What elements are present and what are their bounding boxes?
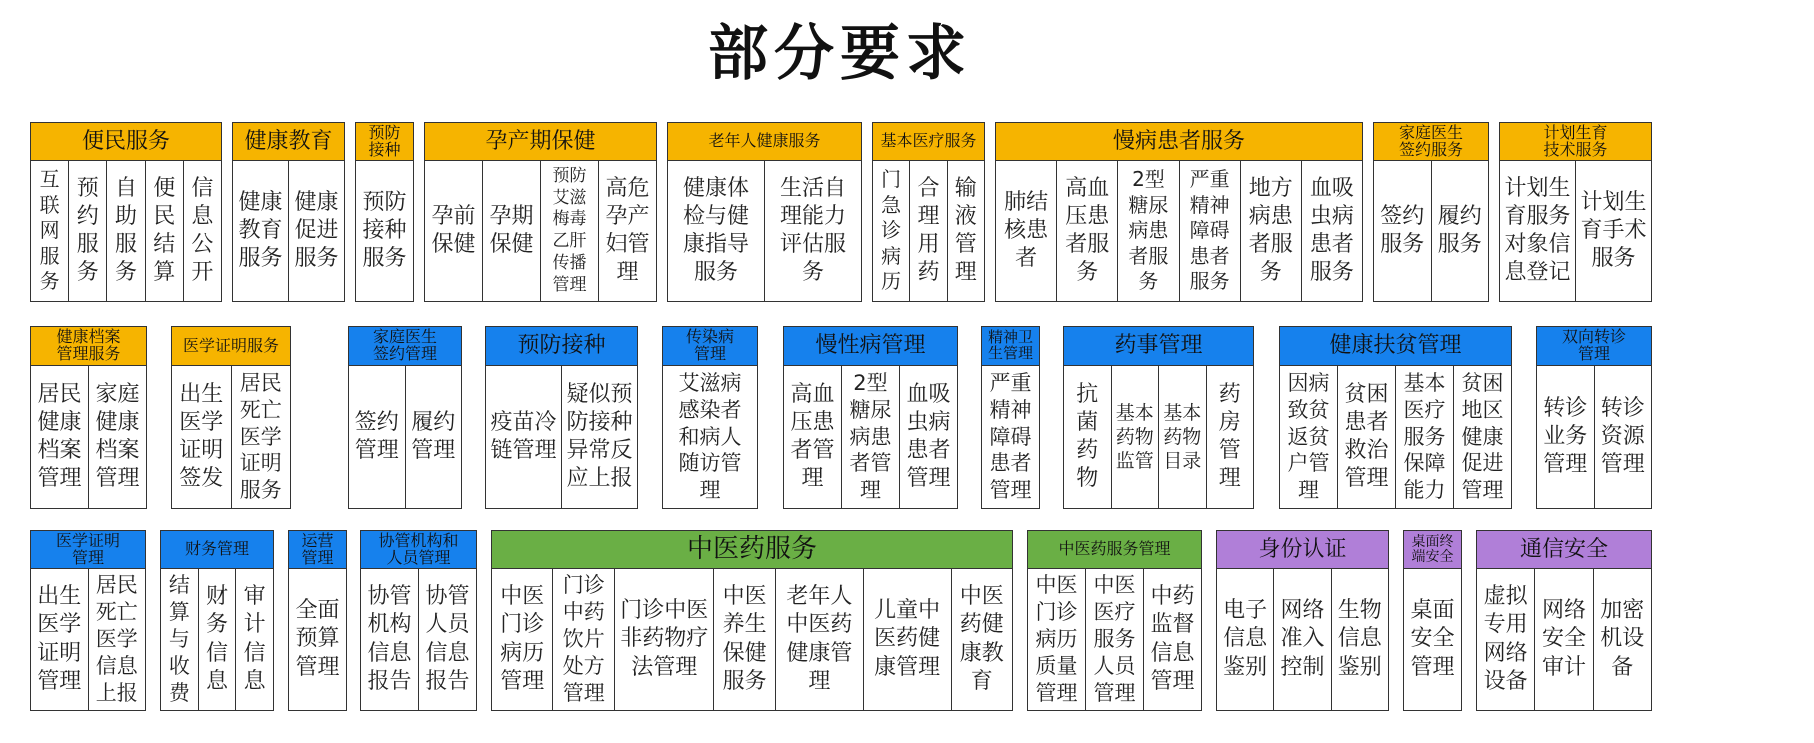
service-item [1057, 161, 1118, 301]
group-items [356, 161, 413, 301]
service-group [360, 530, 477, 711]
service-item [406, 366, 462, 508]
service-item-label: 居民健康档案管理 [37, 381, 82, 492]
group-items [31, 366, 146, 508]
service-item [1280, 366, 1338, 508]
service-item [663, 366, 757, 508]
group-items [1028, 569, 1201, 710]
service-item [1332, 569, 1388, 710]
group-items [425, 161, 656, 301]
service-item-label: 孕期保健 [489, 203, 534, 257]
service-item-label: 出生医学证明签发 [179, 381, 224, 492]
service-group [662, 326, 758, 509]
group-items [492, 569, 1012, 710]
group-header: 预防 接种 [356, 123, 413, 161]
service-item [486, 366, 562, 508]
service-item-label: 协管人员信息报告 [425, 584, 470, 694]
service-group [995, 122, 1363, 302]
group-header: 老年人健康服务 [668, 123, 861, 161]
service-item [1454, 366, 1511, 508]
service-item-label: 2型糖尿病患者管理 [849, 370, 892, 503]
service-group [232, 122, 345, 302]
service-item-label: 网络准入控制 [1280, 598, 1325, 680]
group-items [1217, 569, 1388, 710]
group-header: 慢性病管理 [784, 327, 957, 366]
service-item [668, 161, 765, 301]
service-group [288, 530, 347, 711]
group-items [486, 366, 637, 508]
service-item-label: 中医药健康教育 [959, 584, 1004, 694]
service-item-label: 门诊中药饮片处方管理 [562, 573, 605, 705]
service-item [1302, 161, 1362, 301]
service-item-label: 孕前保健 [431, 203, 476, 257]
group-items [1404, 569, 1461, 710]
service-group [1216, 530, 1389, 711]
service-group [30, 122, 222, 302]
service-item-label: 计划生育手术服务 [1580, 189, 1647, 272]
service-item-label: 高血压患者管理 [790, 381, 835, 492]
service-item [1595, 366, 1652, 508]
service-item-label: 严重精神障碍患者服务 [1189, 167, 1230, 294]
service-item [996, 161, 1057, 301]
service-item-label: 健康教育服务 [238, 189, 283, 272]
service-item [289, 161, 344, 301]
group-items [668, 161, 861, 301]
service-item-label: 自助服务 [114, 175, 137, 286]
service-item [615, 569, 714, 710]
service-item-label: 桌面安全管理 [1410, 598, 1455, 680]
service-item [1432, 161, 1489, 301]
service-item-label: 基本药物目录 [1163, 401, 1202, 473]
service-group [1063, 326, 1254, 509]
service-item [1404, 569, 1461, 710]
group-items [172, 366, 290, 508]
service-item-label: 疫苗冷链管理 [490, 409, 557, 463]
group-items [1280, 366, 1511, 508]
group-header: 中医药服务 [492, 531, 1012, 569]
group-items [1477, 569, 1651, 710]
service-item [765, 161, 861, 301]
service-group [424, 122, 657, 302]
service-item [356, 161, 413, 301]
service-item [483, 161, 541, 301]
group-header: 协管机构和 人员管理 [361, 531, 476, 569]
group-header: 身份认证 [1217, 531, 1388, 569]
group-items [289, 569, 346, 710]
group-header: 健康档案 管理服务 [31, 327, 146, 366]
service-item-label: 门诊中医非药物疗法管理 [620, 598, 709, 680]
service-item-label: 居民死亡医学证明服务 [239, 370, 282, 503]
service-item [599, 161, 656, 301]
service-item [236, 569, 273, 710]
service-group [171, 326, 291, 509]
service-item-label: 履约服务 [1437, 203, 1482, 257]
service-item-label: 地方病患者服务 [1248, 175, 1293, 286]
service-item-label: 贫困患者救治管理 [1344, 381, 1389, 492]
service-item [361, 569, 419, 710]
service-item [553, 569, 614, 710]
service-item-label: 家庭健康档案管理 [95, 381, 140, 492]
service-item-label: 高血压患者服务 [1065, 175, 1110, 286]
service-item-label: 合理用药 [917, 175, 940, 286]
service-item-label: 血吸虫病患者管理 [906, 381, 951, 492]
group-items [1374, 161, 1488, 301]
service-item [349, 366, 406, 508]
service-item [1180, 161, 1241, 301]
service-item [289, 569, 346, 710]
service-item [948, 161, 984, 301]
service-item [1064, 366, 1112, 508]
service-item [562, 366, 637, 508]
service-group [348, 326, 462, 509]
service-item [107, 161, 145, 301]
service-item [910, 161, 947, 301]
service-item-label: 财务信息 [205, 584, 228, 694]
group-items [161, 569, 273, 710]
service-group [872, 122, 985, 302]
group-header: 家庭医生 签约服务 [1374, 123, 1488, 161]
service-item-label: 健康促进服务 [294, 189, 339, 272]
service-group [485, 326, 638, 509]
service-item [1241, 161, 1302, 301]
service-item [714, 569, 775, 710]
service-item-label: 预防接种服务 [362, 189, 407, 272]
service-item [233, 161, 289, 301]
service-item [492, 569, 553, 710]
service-item [1535, 569, 1593, 710]
service-item [1594, 569, 1651, 710]
service-item-label: 签约管理 [354, 409, 399, 463]
service-item-label: 儿童中医药健康管理 [874, 598, 941, 680]
service-item [69, 161, 107, 301]
service-item [425, 161, 483, 301]
service-item [1338, 366, 1396, 508]
service-item [784, 366, 842, 508]
group-header: 药事管理 [1064, 327, 1253, 366]
service-item [1086, 569, 1144, 710]
service-item-label: 中医门诊病历管理 [500, 584, 545, 694]
service-group [667, 122, 862, 302]
service-group [1536, 326, 1652, 509]
service-item-label: 转诊资源管理 [1600, 395, 1645, 478]
service-item [1274, 569, 1331, 710]
group-header: 健康教育 [233, 123, 344, 161]
service-item [1144, 569, 1201, 710]
service-group [30, 530, 146, 711]
service-item-label: 计划生育服务对象信息登记 [1504, 175, 1571, 286]
service-item-label: 高危孕产妇管理 [605, 175, 650, 286]
service-item [1396, 366, 1454, 508]
service-item-label: 中医门诊病历质量管理 [1035, 573, 1078, 705]
service-item [864, 569, 952, 710]
service-item-label: 血吸虫病患者服务 [1309, 175, 1354, 286]
group-items [31, 161, 221, 301]
service-group [1027, 530, 1202, 711]
service-item [842, 366, 900, 508]
service-item-label: 健康体检与健康指导服务 [682, 175, 749, 286]
group-items [1537, 366, 1651, 508]
group-header: 传染病 管理 [663, 327, 757, 366]
service-item [1576, 161, 1651, 301]
service-item [900, 366, 957, 508]
service-item [31, 161, 69, 301]
service-item-label: 肺结核患者 [1004, 189, 1049, 272]
group-items [982, 366, 1039, 508]
service-item [776, 569, 864, 710]
group-header: 医学证明服务 [172, 327, 290, 366]
group-header: 医学证明 管理 [31, 531, 145, 569]
group-items [784, 366, 957, 508]
service-item-label: 艾滋病感染者和病人随访管理 [678, 370, 742, 503]
service-item-label: 疑似预防接种异常反应上报 [566, 381, 633, 492]
service-item-label: 互联网服务 [39, 167, 60, 294]
service-item-label: 审计信息 [243, 584, 266, 694]
group-header: 计划生育 技术服务 [1500, 123, 1651, 161]
service-item-label: 门急诊病历 [881, 167, 902, 294]
group-header: 运营 管理 [289, 531, 346, 569]
service-group [160, 530, 274, 711]
service-group [491, 530, 1013, 711]
service-item-label: 中药监督信息管理 [1150, 584, 1195, 694]
service-item-label: 生物信息鉴别 [1337, 598, 1382, 680]
service-item-label: 基本药物监管 [1115, 401, 1154, 473]
service-item [1159, 366, 1207, 508]
service-item-label: 协管机构信息报告 [367, 584, 412, 694]
service-item-label: 虚拟专用网络设备 [1483, 584, 1528, 694]
service-item-label: 严重精神障碍患者管理 [989, 370, 1032, 503]
service-item-label: 签约服务 [1380, 203, 1425, 257]
service-item [161, 569, 199, 710]
service-item [419, 569, 476, 710]
group-items [361, 569, 476, 710]
service-item [1374, 161, 1432, 301]
service-item-label: 贫困地区健康促进管理 [1461, 370, 1504, 503]
service-item-label: 转诊业务管理 [1543, 395, 1588, 478]
service-item [199, 569, 237, 710]
service-item [89, 366, 146, 508]
service-group [1499, 122, 1652, 302]
service-group [1373, 122, 1489, 302]
group-items [1064, 366, 1253, 508]
service-item-label: 老年人中医药健康管理 [786, 584, 853, 694]
service-group [1476, 530, 1652, 711]
group-header: 健康扶贫管理 [1280, 327, 1511, 366]
group-header: 家庭医生 签约管理 [349, 327, 461, 366]
service-item-label: 中医医疗服务人员管理 [1093, 573, 1136, 705]
service-item [952, 569, 1012, 710]
service-item-label: 因病致贫返贫户管理 [1287, 370, 1330, 503]
service-item-label: 电子信息鉴别 [1223, 598, 1268, 680]
service-item-label: 履约管理 [411, 409, 456, 463]
service-item-label: 基本医疗服务保障能力 [1403, 370, 1446, 503]
group-items [31, 569, 145, 710]
group-header: 基本医疗服务 [873, 123, 984, 161]
service-item-label: 预约服务 [76, 175, 99, 286]
service-item [1477, 569, 1535, 710]
group-items [996, 161, 1362, 301]
group-items [873, 161, 984, 301]
service-item-label: 结算与收费 [168, 573, 190, 705]
group-header: 通信安全 [1477, 531, 1651, 569]
service-item-label: 居民死亡医学信息上报 [95, 573, 138, 705]
service-group [1403, 530, 1462, 711]
service-group [355, 122, 414, 302]
service-item [89, 569, 146, 710]
service-item [541, 161, 599, 301]
page-title: 部分要求 [708, 19, 972, 89]
service-item [873, 161, 910, 301]
service-item [1118, 161, 1179, 301]
service-item-label: 全面预算管理 [295, 598, 340, 680]
group-header: 中医药服务管理 [1028, 531, 1201, 569]
service-item [184, 161, 221, 301]
service-group [981, 326, 1040, 509]
service-item [31, 366, 89, 508]
service-item-label: 2型糖尿病患者服务 [1128, 167, 1169, 294]
service-item [1207, 366, 1254, 508]
service-item-label: 药房管理 [1218, 381, 1241, 492]
service-item [1028, 569, 1086, 710]
group-items [233, 161, 344, 301]
group-header: 双向转诊 管理 [1537, 327, 1651, 366]
group-header: 慢病患者服务 [996, 123, 1362, 161]
group-items [663, 366, 757, 508]
group-items [1500, 161, 1651, 301]
group-header: 精神卫 生管理 [982, 327, 1039, 366]
service-item-label: 便民结算 [153, 175, 176, 286]
service-item [146, 161, 184, 301]
service-item-label: 输液管理 [954, 175, 977, 286]
service-group [1279, 326, 1512, 509]
group-header: 预防接种 [486, 327, 637, 366]
service-item [1112, 366, 1160, 508]
group-header: 便民服务 [31, 123, 221, 161]
service-item-label: 信息公开 [191, 175, 214, 286]
group-header: 财务管理 [161, 531, 273, 569]
service-group [30, 326, 147, 509]
service-item [232, 366, 291, 508]
service-item [1217, 569, 1274, 710]
service-item-label: 生活自理能力评估服务 [779, 175, 846, 286]
service-item-label: 预防艾滋梅毒乙肝传播管理 [552, 165, 587, 295]
service-item [31, 569, 89, 710]
service-item [1537, 366, 1595, 508]
service-item-label: 网络安全审计 [1541, 598, 1586, 680]
service-item-label: 加密机设备 [1600, 598, 1645, 680]
service-item [982, 366, 1039, 508]
service-item [172, 366, 232, 508]
group-header: 孕产期保健 [425, 123, 656, 161]
service-item-label: 出生医学证明管理 [37, 584, 82, 694]
group-items [349, 366, 461, 508]
service-item [1500, 161, 1576, 301]
service-group [783, 326, 958, 509]
service-item-label: 中医养生保健服务 [722, 584, 767, 694]
group-header: 桌面终 端安全 [1404, 531, 1461, 569]
service-item-label: 抗菌药物 [1076, 381, 1099, 492]
